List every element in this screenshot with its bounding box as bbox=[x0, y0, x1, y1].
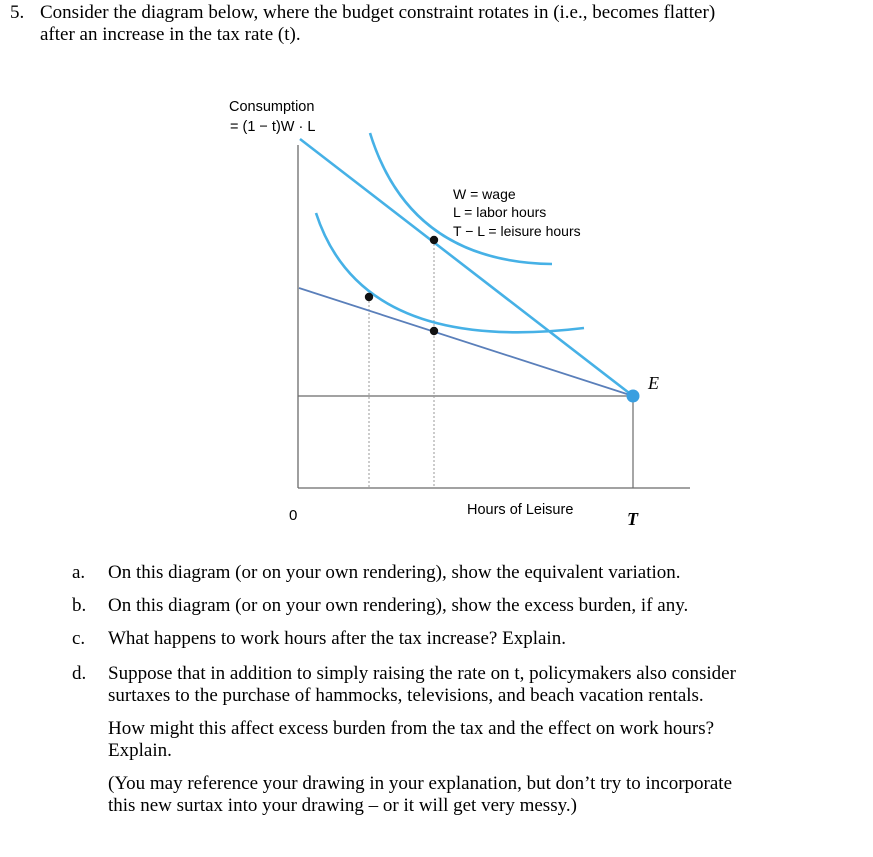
part-d-text-line-2: surtaxes to the purchase of hammocks, televisions, and beach vacation rentals. bbox=[108, 685, 704, 706]
part-b-text: On this diagram (or on your own rendering), show the excess burden, if any. bbox=[108, 595, 689, 616]
part-d-text-line-4: Explain. bbox=[108, 740, 172, 761]
question-text-line-2: after an increase in the tax rate (t). bbox=[40, 24, 301, 45]
endowment-point bbox=[627, 390, 640, 403]
t-label: T bbox=[627, 509, 638, 529]
part-d-text-line-5: (You may reference your drawing in your explanation, but don’t try to incorporate bbox=[108, 773, 733, 794]
question-number: 5. bbox=[10, 2, 25, 23]
legend-wage: W = wage bbox=[453, 186, 516, 202]
question-text-line-1: Consider the diagram below, where the budget constraint rotates in (i.e., becomes flatter) bbox=[40, 2, 716, 23]
part-letter: a. bbox=[72, 562, 86, 583]
original-budget-line bbox=[300, 139, 633, 396]
part-letter: d. bbox=[72, 663, 87, 684]
part-c-text: What happens to work hours after the tax increase? Explain. bbox=[108, 628, 566, 649]
rotated-budget-line bbox=[299, 288, 633, 396]
legend-leisure-hours: T − L = leisure hours bbox=[453, 223, 581, 239]
endowment-label: E bbox=[648, 373, 659, 393]
y-axis-label-line-2: = (1 − t)W · L bbox=[230, 119, 316, 135]
legend-labor-hours: L = labor hours bbox=[453, 204, 547, 220]
x-axis-label: Hours of Leisure bbox=[467, 502, 574, 518]
tangency-point-original bbox=[430, 236, 438, 244]
part-d-text-line-3: How might this affect excess burden from the tax and the effect on work hours? bbox=[108, 718, 715, 739]
part-d-text-line-6: this new surtax into your drawing – or it will get very messy.) bbox=[108, 795, 577, 816]
part-letter: c. bbox=[72, 628, 86, 649]
tangency-point-rotated bbox=[365, 293, 373, 301]
origin-label: 0 bbox=[289, 507, 298, 524]
intersection-point bbox=[430, 327, 438, 335]
y-axis-label-line-1: Consumption bbox=[229, 99, 315, 115]
part-a-text: On this diagram (or on your own rendering), show the equivalent variation. bbox=[108, 562, 681, 583]
part-d-text-line-1: Suppose that in addition to simply raising the rate on t, policymakers also consider bbox=[108, 663, 736, 684]
part-letter: b. bbox=[72, 595, 87, 616]
